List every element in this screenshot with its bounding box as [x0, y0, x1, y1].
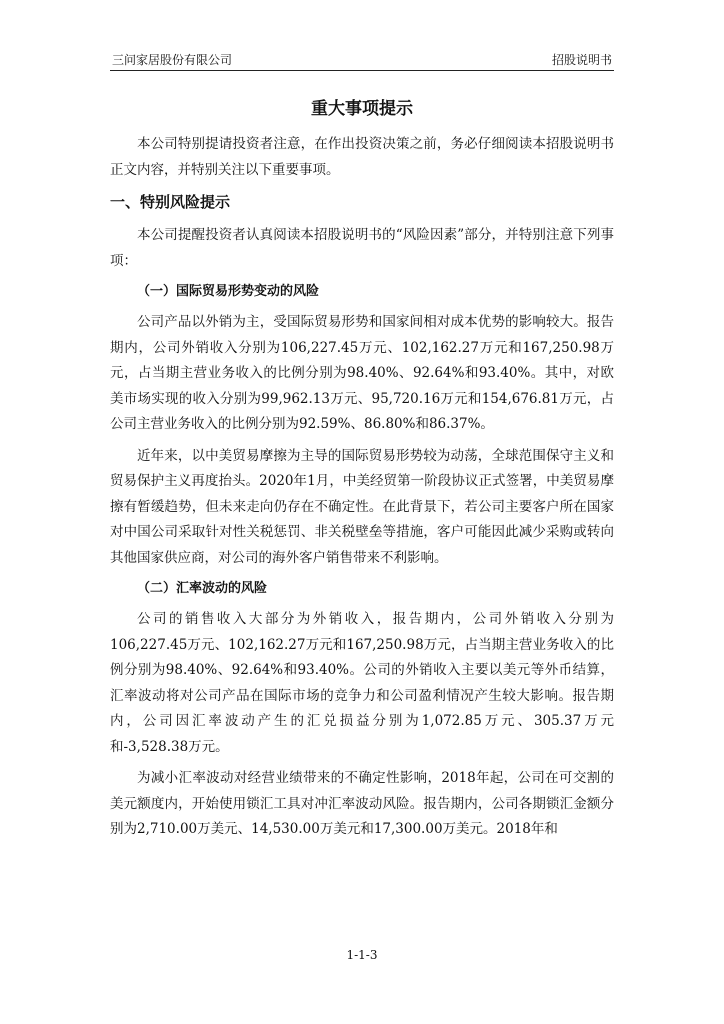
section-heading-special-risk: 一、特别风险提示	[110, 193, 231, 211]
page-number: 1-1-3	[346, 948, 378, 962]
header-document-type: 招股说明书	[551, 53, 612, 67]
page-content	[110, 96, 614, 849]
subsection-heading-fx-risk: （二）汇率波动的风险	[137, 581, 268, 596]
fx-risk-paragraph-2: 为减小汇率波动对经营业绩带来的不确定性影响，2018年起，公司在可交割的美元额度内，开始使用锁汇工具对冲汇率波动风险。报告期内，公司各期锁汇金额分别为2,710.00万美元、14,530.00万美元和17,300.00万美元。2018年和	[110, 770, 614, 837]
trade-risk-paragraph-1: 公司产品以外销为主，受国际贸易形势和国家间相对成本优势的影响较大。报告期内，公司外销收入分别为106,227.45万元、102,162.27万元和167,250.98万元，占当期主营业务收入的比例分别为98.40%、92.64%和93.40%。其中，对欧美市场实现的收入分别为99,962.13万元、95,720.16万元和154,676.81万元，占公司主营业务收入的比例分别为92.59%、86.80%和86.37%。	[110, 314, 614, 432]
trade-risk-paragraph-2: 近年来，以中美贸易摩擦为主导的国际贸易形势较为动荡，全球范围保守主义和贸易保护主义再度抬头。2020年1月，中美经贸第一阶段协议正式签署，中美贸易摩擦有暂缓趋势，但未来走向仍存在不确定性。在此背景下，若公司主要客户所在国家对中国公司采取针对性关税惩罚、非关税壁垒等措施，客户可能因此减少采购或转向其他国家供应商，对公司的海外客户销售带来不利影响。	[110, 447, 614, 566]
intro-paragraph: 本公司特别提请投资者注意，在作出投资决策之前，务必仔细阅读本招股说明书正文内容，并特别关注以下重要事项。	[110, 136, 614, 178]
header-company-name: 三问家居股份有限公司	[112, 53, 233, 67]
subsection-heading-trade-risk: （一）国际贸易形势变动的风险	[137, 284, 320, 299]
page-title: 重大事项提示	[311, 99, 413, 119]
section-intro-paragraph: 本公司提醒投资者认真阅读本招股说明书的“风险因素”部分，并特别注意下列事项：	[110, 227, 614, 269]
page-header	[110, 50, 614, 71]
fx-risk-paragraph-1: 公司的销售收入大部分为外销收入，报告期内，公司外销收入分别为106,227.45万元、102,162.27万元和167,250.98万元，占当期主营业务收入的比例分别为98.40%、92.64%和93.40%。公司的外销收入主要以美元等外币结算，汇率波动将对公司产品在国际市场的竞争力和公司盈利情况产生较大影响。报告期内，公司因汇率波动产生的汇兑损益分别为1,072.85万元、305.37万元和-3,528.38万元。	[110, 611, 614, 755]
